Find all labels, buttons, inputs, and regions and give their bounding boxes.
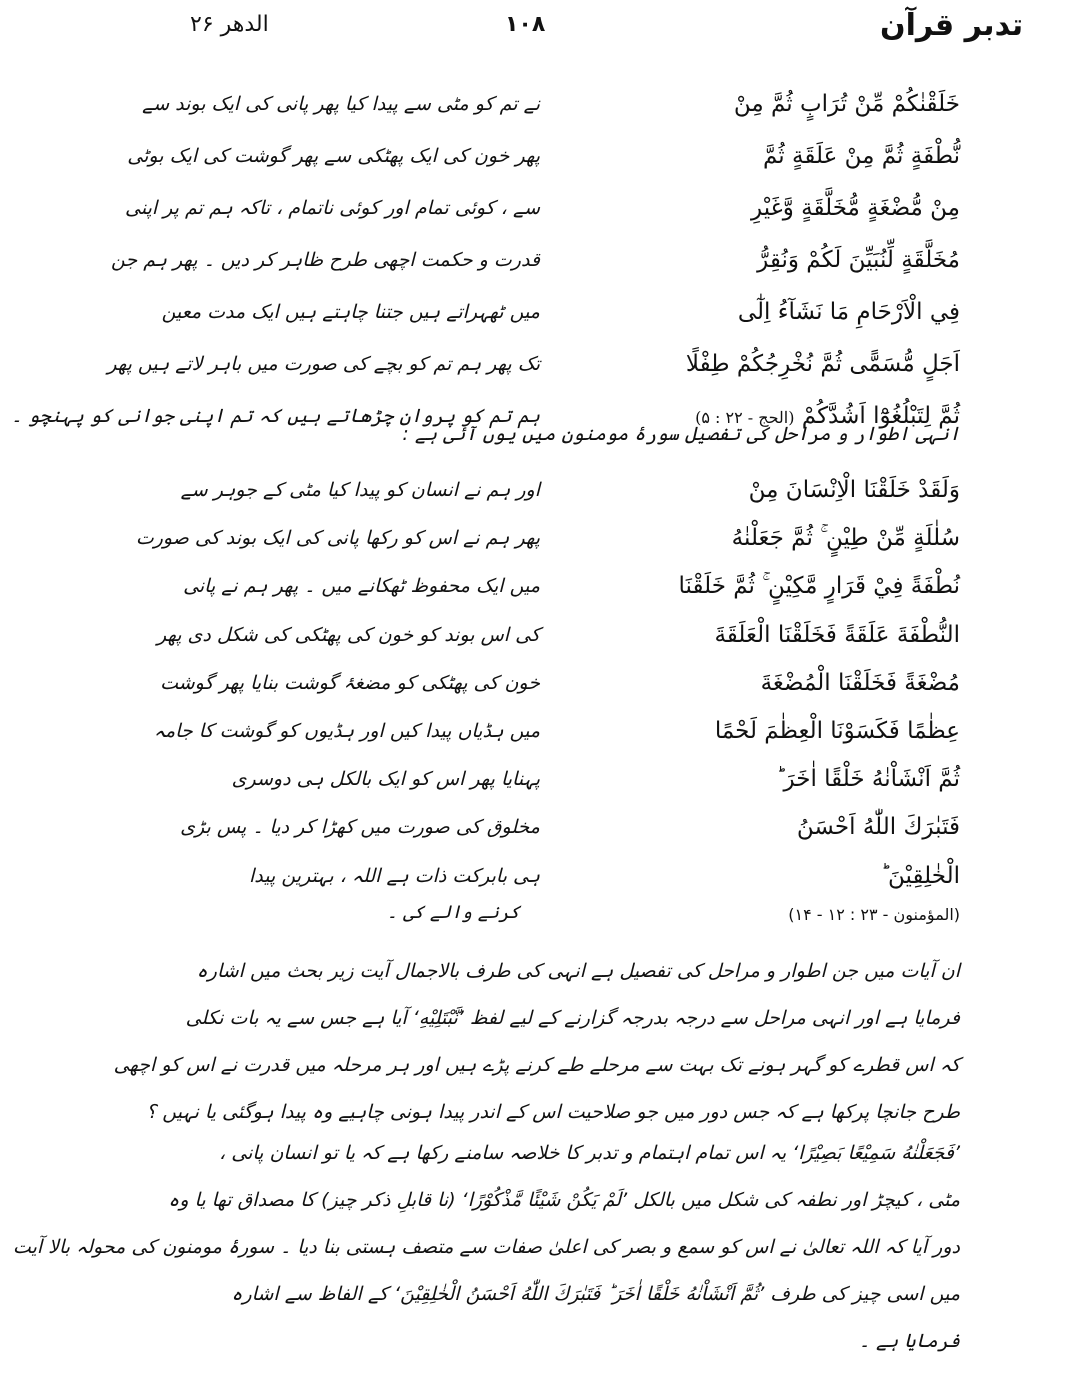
arabic-verse-line: ثُمَّ اَنْشَاْنٰهُ خَلْقًا اٰخَرَ ؕ (776, 766, 960, 793)
verse-row (125, 182, 960, 234)
verse-row (127, 130, 960, 182)
urdu-translation-line: کرنے والے کی ۔ (386, 902, 520, 923)
verse-row (153, 707, 960, 755)
arabic-verse-line: اَجَلٍ مُّسَمًّى ثُمَّ نُخْرِجُكُمْ طِفْلًا (685, 351, 960, 377)
urdu-translation-line: نے تم کو مٹی سے پیدا کیا پھر پانی کی ایک بوند سے (142, 93, 540, 115)
urdu-translation-line: کی اس بوند کو خون کی پھٹکی کی شکل دی پھر (156, 623, 540, 646)
arabic-verse-line: عِظٰمًا فَكَسَوْنَا الْعِظٰمَ لَحْمًا (714, 718, 960, 745)
paragraph-line: مٹی ، کیچڑ اور نطفہ کی شکل میں بالکل ’لَمْ يَكُنْ شَيْئًا مَّذْكُوْرًا‘ (نا قابلِ ذکر چیز) کا مصداق تھا یا وہ (168, 1189, 960, 1211)
urdu-translation-line: میں ٹھہراتے ہیں جتنا چاہتے ہیں ایک مدت معین (161, 301, 540, 323)
arabic-verse-line: نُّطْفَةٍ ثُمَّ مِنْ عَلَقَةٍ ثُمَّ (762, 143, 960, 169)
urdu-translation-line: اور ہم نے انسان کو پیدا کیا مٹی کے جوہر سے (180, 479, 540, 502)
urdu-translation-line: خون کی پھٹکی کو مضغۂ گوشت بنایا پھر گوشت (160, 671, 540, 694)
urdu-translation-line: مخلوق کی صورت میں کھڑا کر دیا ۔ پس بڑی (180, 816, 540, 839)
verse-row (107, 338, 960, 390)
page-header (0, 8, 1071, 48)
urdu-translation-line: ہی بابرکت ذات ہے اللہ ، بہترین پیدا (249, 864, 540, 887)
paragraph-line: کہ اس قطرے کو گہر ہونے تک بہت سے مرحلے طے کرنے پڑے ہیں اور ہر مرحلہ میں قدرت نے اس کو اچھی (113, 1054, 960, 1076)
verse-row (135, 514, 960, 562)
verse-row (170, 755, 960, 803)
paragraph-line: ’فَجَعَلْنٰهُ سَمِيْعًا بَصِيْرًا‘ یہ اس تمام اہتمام و تدبر کا خلاصہ سامنے رکھا ہے کہ یا تو انسان پانی ، (219, 1142, 960, 1164)
urdu-translation-line: پھر ہم نے اس کو رکھا پانی کی ایک بوند کی صورت (135, 527, 540, 550)
arabic-verse-line: نُطْفَةً فِيْ قَرَارٍ مَّكِيْنٍ ۚ ثُمَّ خَلَقْنَا (678, 573, 960, 600)
surah-running-head: الدھر ۲۶ (190, 12, 269, 37)
arabic-verse-line: النُّطْفَةَ عَلَقَةً فَخَلَقْنَا الْعَلَقَةَ (714, 621, 960, 648)
paragraph-line: میں اسی چیز کی طرف ’ثُمَّ اَنْشَاْنٰهُ خَلْقًا اٰخَرَ ؕ فَتَبٰرَكَ اللّٰهُ اَحْسَنُ الْخٰلِقِيْنَ‘ کے الفاظ سے اشارہ (231, 1283, 960, 1305)
commentary-paragraph (12, 1130, 960, 1365)
commentary-paragraph (110, 948, 960, 1136)
arabic-verse-line: فِي الْاَرْحَامِ مَا نَشَآءُ اِلٰٓى (737, 299, 960, 325)
verse-row (170, 852, 960, 900)
paragraph-line: طرح جانچا پرکھا ہے کہ جس دور میں جو صلاحیت اس کے اندر پیدا ہونی چاہیے وہ پیدا ہوگئی یا نہیں ؟ (146, 1101, 960, 1123)
verse-row (160, 659, 960, 707)
verse-row (142, 78, 960, 130)
arabic-verse-text: ثُمَّ لِتَبْلُغُوْٓا اَشُدَّكُمْ (801, 403, 960, 429)
verse-row (156, 611, 960, 659)
book-title: تدبر قرآن (880, 8, 1024, 43)
arabic-verse-line: وَلَقَدْ خَلَقْنَا الْاِنْسَانَ مِنْ (748, 477, 960, 504)
verse-reference: (المؤمنون - ۲۳ : ۱۲ - ۱۴) (788, 905, 960, 924)
arabic-verse-line: خَلَقْنٰكُمْ مِّنْ تُرَابٍ ثُمَّ مِنْ (733, 91, 960, 117)
page-number: ۱۰۸ (505, 12, 546, 37)
urdu-translation-line: میں ایک محفوظ ٹھکانے میں ۔ پھر ہم نے پانی (183, 575, 540, 598)
arabic-verse-line: مِنْ مُّضْغَةٍ مُّخَلَّقَةٍ وَّغَيْرِ (751, 195, 960, 221)
urdu-translation-line: پھر خون کی ایک پھٹکی سے پھر گوشت کی ایک بوٹی (127, 145, 540, 167)
verse-block-muminun (135, 466, 960, 900)
intro-line: انہی اطوار و مراحل کی تفصیل سورۂ مومنون میں یوں آئی ہے : (402, 423, 960, 445)
arabic-verse-line: الْخٰلِقِيْنَ ؕ (880, 862, 960, 889)
urdu-translation-line: ہم تم کو پروان چڑھاتے ہیں کہ تم اپنی جوانی کو پہنچو ۔ (11, 405, 540, 427)
arabic-verse-line: مُضْغَةً فَخَلَقْنَا الْمُضْغَةَ (760, 669, 960, 696)
paragraph-line: فرمایا ہے ۔ (858, 1330, 960, 1352)
verse-row (161, 286, 960, 338)
verse-block-hajj (11, 78, 960, 442)
urdu-translation-line: میں ہڈیاں پیدا کیں اور ہڈیوں کو گوشت کا جامہ (153, 720, 540, 743)
urdu-translation-line: سے ، کوئی تمام اور کوئی ناتمام ، تاکہ ہم تم پر اپنی (125, 197, 540, 219)
arabic-verse-line: فَتَبٰرَكَ اللّٰهُ اَحْسَنُ (796, 814, 960, 841)
urdu-translation-line: تک پھر ہم تم کو بچے کی صورت میں باہر لاتے ہیں پھر (107, 353, 540, 375)
verse-row (170, 562, 960, 610)
verse-reference: (الحج - ۲۲ : ۵) (695, 408, 795, 427)
verse-row (110, 234, 960, 286)
verse-row (170, 803, 960, 851)
verse-row (170, 466, 960, 514)
paragraph-line: ان آیات میں جن اطوار و مراحل کی تفصیل ہے انہی کی طرف بالاجمال آیت زیر بحث میں اشارہ (196, 960, 960, 982)
arabic-verse-line: مُخَلَّقَةٍ لِّنُبَيِّنَ لَكُمْ وَنُقِرُّ (757, 247, 960, 273)
paragraph-line: دور آیا کہ اللہ تعالیٰ نے اس کو سمع و بصر کی اعلیٰ صفات سے متصف ہستی بنا دیا ۔ سورۂ مومنون کی محولہ بالا آیت (12, 1236, 960, 1258)
arabic-verse-line: سُلٰلَةٍ مِّنْ طِيْنٍ ۚ ثُمَّ جَعَلْنٰهُ (731, 525, 960, 552)
urdu-translation-line: قدرت و حکمت اچھی طرح ظاہر کر دیں ۔ پھر ہم جن (110, 249, 540, 271)
urdu-translation-line: پہنایا پھر اس کو ایک بالکل ہی دوسری (231, 768, 540, 791)
paragraph-line: فرمایا ہے اور انہی مراحل سے درجہ بدرجہ گزارنے کے لیے لفظ ’نَّبْتَلِيْهِ‘ آیا ہے جس سے یہ بات نکلی (185, 1007, 960, 1029)
